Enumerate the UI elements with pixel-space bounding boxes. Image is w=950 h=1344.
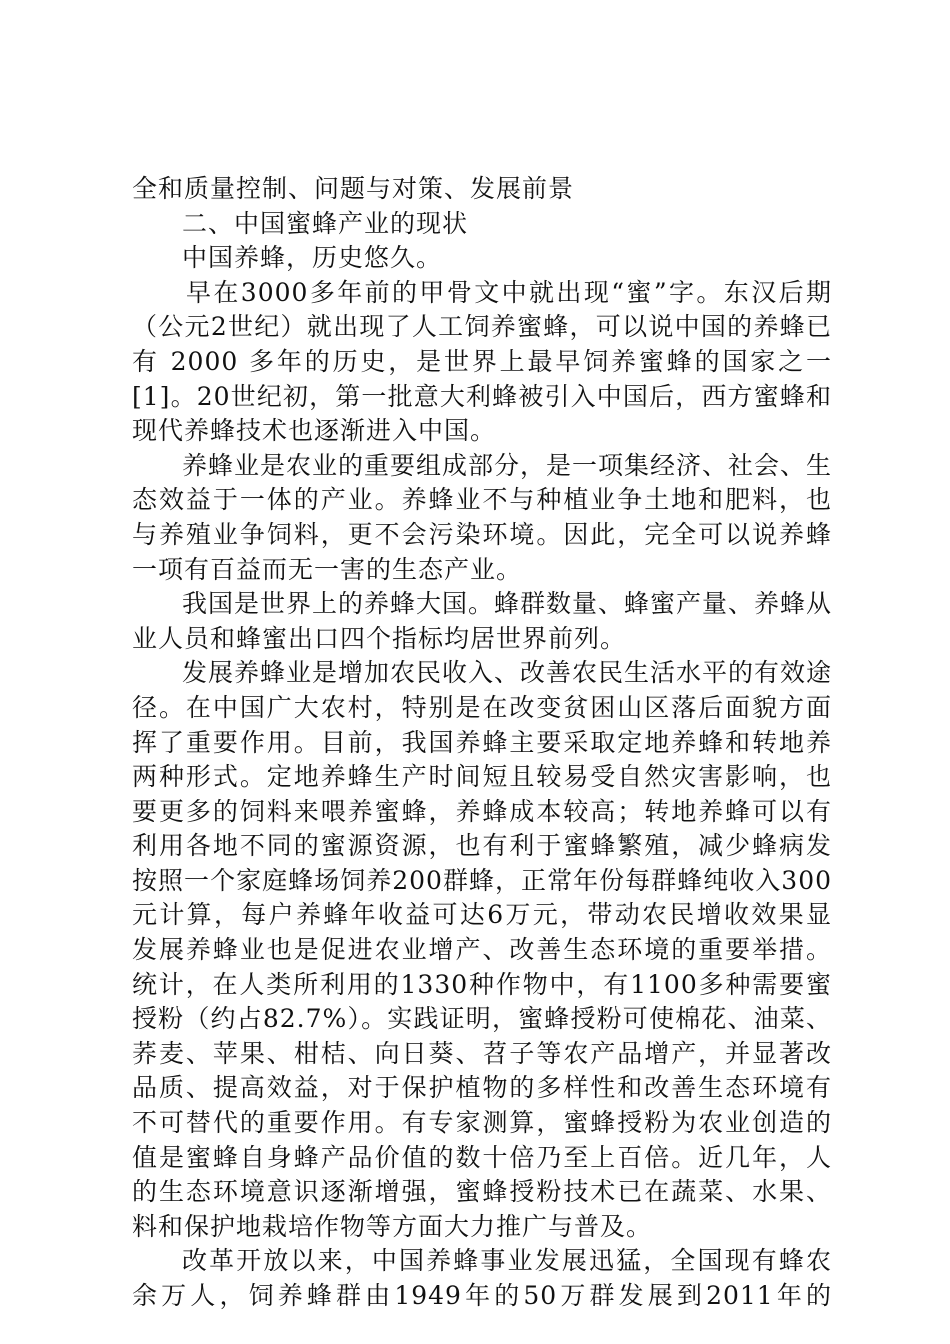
text-line: 一项有百益而无一害的生态产业。 bbox=[132, 554, 523, 584]
text-line: 值是蜜蜂自身蜂产品价值的数十倍乃至上百倍。近几年，人 bbox=[132, 1142, 832, 1172]
text-line: 料和保护地栽培作物等方面大力推广与普及。 bbox=[132, 1211, 653, 1241]
text-line: 现代养蜂技术也逐渐进入中国。 bbox=[132, 416, 497, 446]
text-line: 的生态环境意识逐渐增强，蜜蜂授粉技术已在蔬菜、水果、 bbox=[132, 1177, 832, 1207]
text-line: 要更多的饲料来喂养蜜蜂，养蜂成本较高；转地养蜂可以有 bbox=[132, 796, 832, 826]
text-line: 与养殖业争饲料，更不会污染环境。因此，完全可以说养蜂 bbox=[132, 519, 832, 549]
text-line: 不可替代的重要作用。有专家测算，蜜蜂授粉为农业创造的 bbox=[132, 1108, 832, 1138]
text-line: 挥了重要作用。目前，我国养蜂主要采取定地养蜂和转地养 bbox=[132, 727, 832, 757]
text-line: [1]。20世纪初，第一批意大利蜂被引入中国后，西方蜜蜂和 bbox=[132, 381, 832, 411]
text-line: 早在3000多年前的甲骨文中就出现“蜜”字。东汉后期 bbox=[186, 277, 832, 307]
text-line: （公元2世纪）就出现了人工饲养蜜蜂，可以说中国的养蜂已 bbox=[132, 312, 832, 342]
text-line: 中国养蜂，历史悠久。 bbox=[182, 243, 443, 273]
text-line: 径。在中国广大农村，特别是在改变贫困山区落后面貌方面 bbox=[132, 692, 832, 722]
text-line: 按照一个家庭蜂场饲养200群蜂，正常年份每群蜂纯收入300 bbox=[132, 865, 832, 895]
text-line: 发展养蜂业也是促进农业增产、改善生态环境的重要举措。 bbox=[132, 935, 832, 965]
document-body bbox=[132, 172, 832, 1314]
text-line: 发展养蜂业是增加农民收入、改善农民生活水平的有效途 bbox=[182, 658, 832, 688]
text-line: 品质、提高效益，对于保护植物的多样性和改善生态环境有 bbox=[132, 1073, 832, 1103]
text-line: 业人员和蜂蜜出口四个指标均居世界前列。 bbox=[132, 623, 627, 653]
text-line: 利用各地不同的蜜源资源，也有利于蜜蜂繁殖，减少蜂病发 bbox=[132, 831, 832, 861]
text-line: 有 2000 多年的历史，是世界上最早饲养蜜蜂的国家之一 bbox=[132, 346, 832, 376]
text-line: 我国是世界上的养蜂大国。蜂群数量、蜂蜜产量、养蜂从 bbox=[182, 589, 832, 619]
text-line: 荞麦、苹果、柑桔、向日葵、苕子等农产品增产，并显著改 bbox=[132, 1038, 832, 1068]
text-line: 余万人，饲养蜂群由1949年的50万群发展到2011年的 bbox=[132, 1281, 832, 1310]
text-line: 授粉（约占82.7%）。实践证明，蜜蜂授粉可使棉花、油菜、 bbox=[132, 1004, 832, 1034]
text-line: 统计，在人类所利用的1330种作物中，有1100多种需要蜜 bbox=[132, 969, 832, 999]
section-heading: 二、中国蜜蜂产业的现状 bbox=[182, 208, 469, 238]
text-line: 元计算，每户养蜂年收益可达6万元，带动农民增收效果显 bbox=[132, 900, 832, 930]
text-line: 态效益于一体的产业。养蜂业不与种植业争土地和肥料，也 bbox=[132, 485, 832, 515]
text-line: 养蜂业是农业的重要组成部分，是一项集经济、社会、生 bbox=[182, 450, 832, 480]
text-line: 改革开放以来，中国养蜂事业发展迅猛，全国现有蜂农 bbox=[182, 1246, 832, 1276]
text-line: 两种形式。定地养蜂生产时间短且较易受自然灾害影响，也 bbox=[132, 762, 832, 792]
text-line: 全和质量控制、问题与对策、发展前景 bbox=[132, 174, 575, 203]
